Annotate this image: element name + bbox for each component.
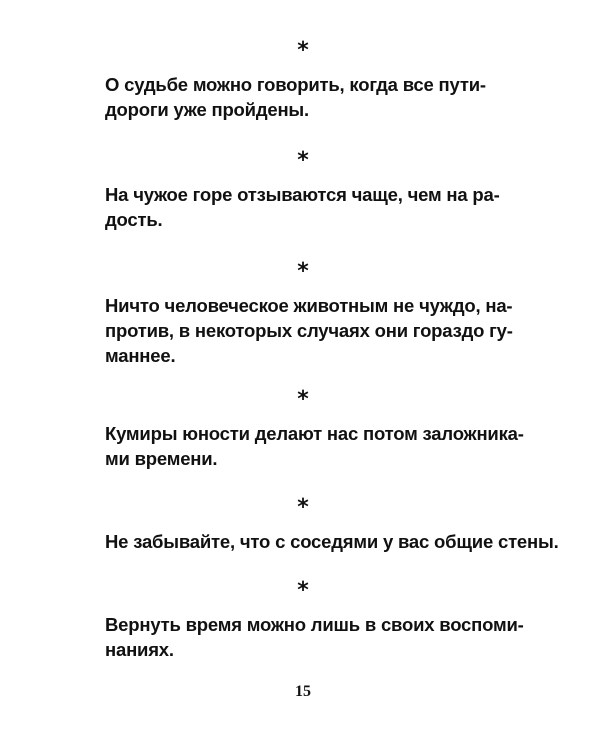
aphorism-1 [105, 40, 495, 122]
text-line: маннее. [105, 345, 176, 366]
text-line: Кумиры юности делают нас потом заложника- [105, 423, 524, 444]
asterisk-separator: * [297, 259, 309, 284]
aphorism-text [105, 72, 495, 122]
aphorism-text [105, 182, 500, 232]
aphorism-6 [105, 578, 524, 662]
asterisk-separator: * [297, 578, 309, 603]
text-line: Ничто человеческое животным не чуждо, на- [105, 295, 513, 316]
page-number: 15 [295, 683, 311, 700]
aphorism-text [105, 612, 524, 662]
aphorism-text [105, 529, 559, 554]
text-line: ми времени. [105, 448, 218, 469]
aphorism-text [105, 421, 524, 471]
asterisk-separator: * [297, 38, 309, 63]
aphorism-text [105, 293, 513, 368]
aphorism-2 [105, 148, 500, 232]
aphorism-4 [105, 387, 524, 471]
text-line: против, в некоторых случаях они гораздо гу- [105, 320, 513, 341]
asterisk-separator: * [297, 387, 309, 412]
aphorism-5 [105, 495, 559, 554]
aphorism-3 [105, 259, 513, 368]
text-line: дость. [105, 209, 163, 230]
text-line: наниях. [105, 639, 174, 660]
text-line: Вернуть время можно лишь в своих воспоми- [105, 614, 524, 635]
asterisk-separator: * [297, 148, 309, 173]
asterisk-separator: * [297, 495, 309, 520]
text-line: Не забывайте, что с соседями у вас общие стены. [105, 531, 559, 552]
text-line: О судьбе можно говорить, когда все пути- [105, 74, 486, 95]
text-line: дороги уже пройдены. [105, 99, 309, 120]
text-line: На чужое горе отзываются чаще, чем на ра- [105, 184, 500, 205]
